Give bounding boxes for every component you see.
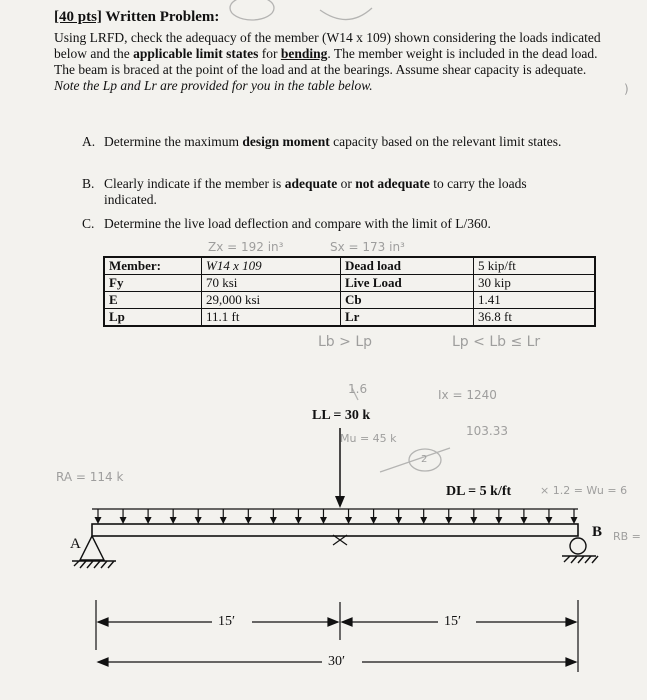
table-cell: Dead load — [341, 257, 474, 275]
handwritten-mu: Mu = 45 k — [340, 432, 397, 445]
handwritten-factor: 1.6 — [348, 382, 368, 396]
intro-underline: bending — [280, 46, 328, 61]
table-cell: 11.1 ft — [202, 309, 341, 327]
distributed-load-arrows — [95, 509, 578, 524]
table-cell: 70 ksi — [202, 275, 341, 292]
dead-load-label: DL = 5 k/ft — [446, 484, 512, 499]
table-cell: Lr — [341, 309, 474, 327]
part-b-bold: adequate — [284, 176, 338, 191]
table-cell: 1.41 — [474, 292, 596, 309]
table-cell: Lp — [104, 309, 202, 327]
udl-arrow-head — [420, 517, 427, 524]
intro-text-3: . The member weight is included in the dead load. The beam is braced at the point of the load and at the bearings. Assume shear capacity is adequate. — [54, 46, 598, 77]
udl-arrow-head — [470, 517, 477, 524]
table-cell: Cb — [341, 292, 474, 309]
udl-arrow-head — [370, 517, 377, 524]
live-load-arrow — [335, 428, 345, 508]
handwritten-rb: RB = — [613, 530, 641, 543]
udl-arrow-head — [571, 517, 578, 524]
intro-text-2: for — [258, 46, 281, 61]
support-b-roller — [562, 538, 598, 563]
udl-arrow-head — [270, 517, 277, 524]
table-cell: 30 kip — [474, 275, 596, 292]
udl-arrow-head — [120, 517, 127, 524]
intro-text-1: Using LRFD, check the adequacy of the member (W14 x 109) shown considering the loads indicated below and the — [54, 30, 601, 61]
part-b-mid: or — [337, 176, 356, 191]
handwritten-paren: ) — [624, 82, 629, 96]
pencil-scribble-arc — [320, 8, 372, 20]
handwritten-zx: Zx = 192 in³ — [208, 240, 284, 254]
udl-arrow-head — [95, 517, 102, 524]
part-a-pre: Determine the maximum — [104, 134, 243, 149]
udl-arrow-head — [320, 517, 327, 524]
udl-arrow-head — [495, 517, 502, 524]
handwritten-ix: Ix = 1240 — [438, 388, 497, 402]
udl-arrow-head — [145, 517, 152, 524]
dimension-lines — [96, 600, 578, 672]
udl-arrow-head — [220, 517, 227, 524]
support-a-pin — [72, 536, 116, 568]
part-b-post: to carry the loads indicated. — [104, 176, 527, 207]
udl-arrow-head — [295, 517, 302, 524]
part-c-label: C. — [82, 216, 95, 231]
handwritten-ra: RA = 114 k — [56, 470, 124, 484]
udl-arrow-head — [345, 517, 352, 524]
part-b-pre: Clearly indicate if the member is — [104, 176, 285, 191]
support-a-label: A — [70, 536, 81, 552]
table-cell: E — [104, 292, 202, 309]
handwritten-val: 103.33 — [466, 424, 508, 438]
table-cell: 36.8 ft — [474, 309, 596, 327]
part-b-bold2: not adequate — [355, 176, 430, 191]
udl-arrow-head — [395, 517, 402, 524]
handwritten-wu: × 1.2 = Wu = 6 — [540, 484, 628, 497]
table-cell: 5 kip/ft — [474, 257, 596, 275]
table-cell: W14 x 109 — [202, 257, 341, 275]
span-right-label: 15′ — [444, 614, 462, 629]
handwritten-lp-lb-lr: Lp < Lb ≤ Lr — [452, 334, 541, 350]
live-load-label: LL = 30 k — [312, 408, 371, 423]
udl-arrow-head — [245, 517, 252, 524]
handwritten-circle-number: 2 — [421, 454, 428, 465]
handwritten-lb-lp: Lb > Lp — [318, 334, 373, 350]
intro-bold: applicable limit states — [133, 46, 259, 61]
handwritten-sx: Sx = 173 in³ — [330, 240, 405, 254]
part-a-bold: design moment — [242, 134, 330, 149]
table-cell: Member: — [104, 257, 202, 275]
span-left-label: 15′ — [218, 614, 236, 629]
pencil-scribble-circle — [230, 0, 274, 20]
part-a-post: capacity based on the relevant limit states. — [329, 134, 562, 149]
title-text: Written Problem: — [101, 9, 220, 25]
table-cell: Live Load — [341, 275, 474, 292]
udl-arrow-head — [545, 517, 552, 524]
udl-arrow-head — [445, 517, 452, 524]
pencil-x — [352, 388, 358, 400]
points-label: [40 pts] — [54, 9, 102, 25]
support-b-label: B — [592, 524, 603, 540]
beam — [92, 524, 578, 536]
intro-italic: Note the Lp and Lr are provided for you in the table below. — [54, 78, 373, 93]
table-cell: 29,000 ksi — [202, 292, 341, 309]
part-b-label: B. — [82, 176, 95, 191]
udl-arrow-head — [195, 517, 202, 524]
table-cell: Fy — [104, 275, 202, 292]
part-c-pre: Determine the live load deflection and compare with the limit of L/360. — [104, 216, 491, 231]
span-total-label: 30′ — [328, 654, 346, 669]
udl-arrow-head — [520, 517, 527, 524]
part-a-label: A. — [82, 134, 96, 149]
udl-arrow-head — [170, 517, 177, 524]
